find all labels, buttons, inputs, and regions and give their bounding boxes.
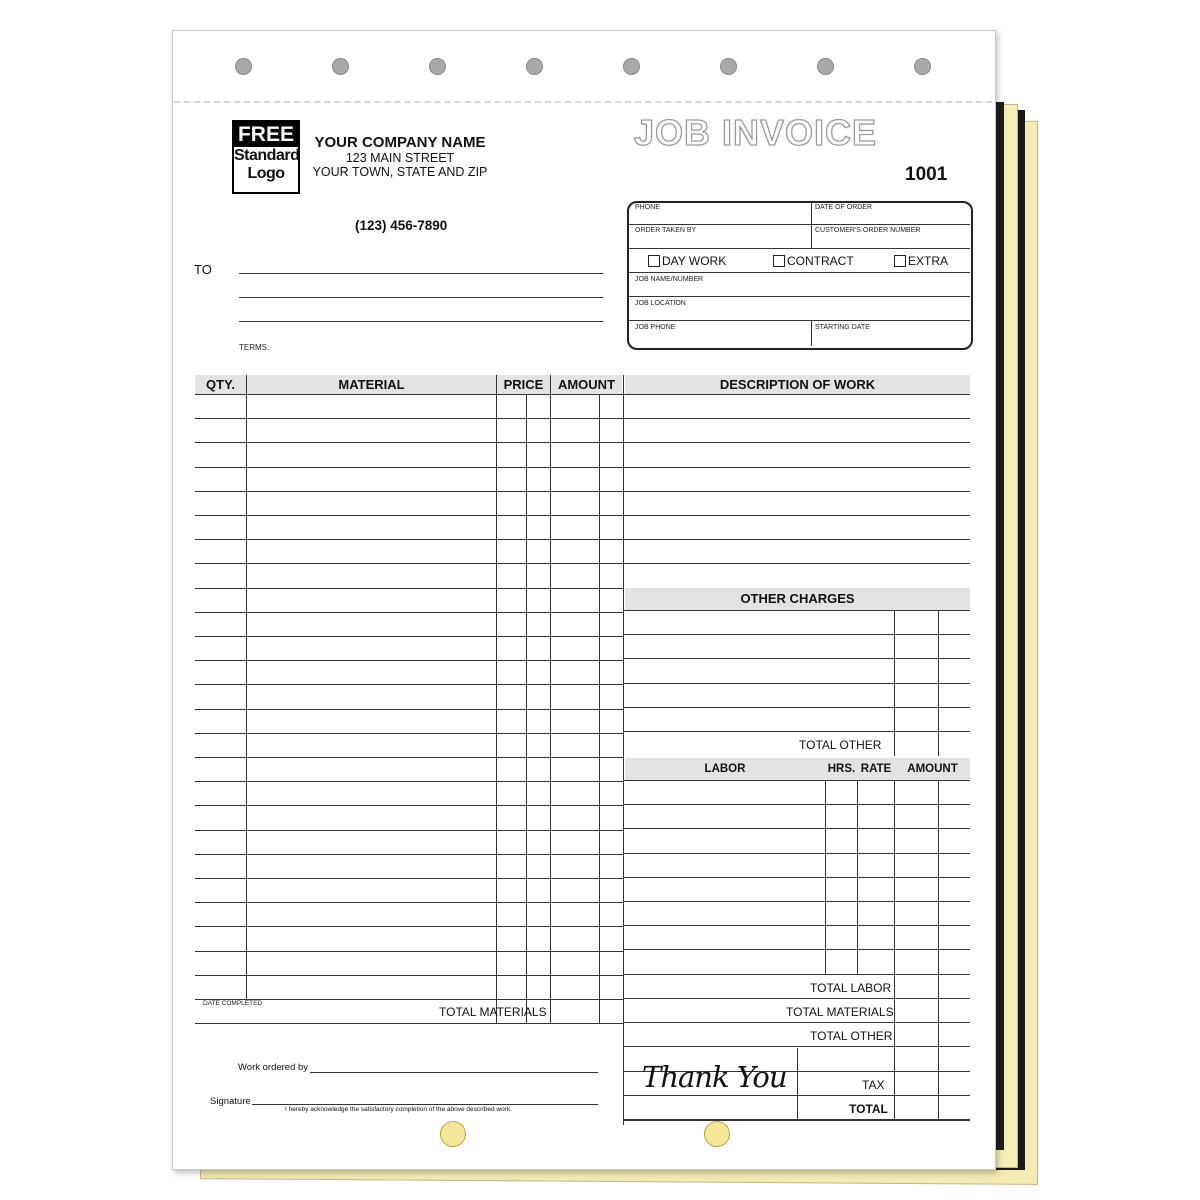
logo [232, 120, 300, 194]
row-rule [624, 828, 970, 829]
row-rule [624, 610, 970, 611]
column-rule [825, 758, 826, 974]
info-divider [628, 224, 970, 225]
row-rule [195, 442, 623, 443]
row-rule [624, 1022, 970, 1023]
row-rule [195, 660, 623, 661]
binding-hole [817, 58, 834, 75]
row-rule [195, 709, 623, 710]
info-divider [811, 321, 812, 346]
info-divider [628, 296, 970, 297]
column-rule [894, 610, 895, 756]
binding-hole [914, 58, 931, 75]
row-rule [195, 1023, 623, 1024]
row-rule [195, 951, 623, 952]
total-other-label: TOTAL OTHER [799, 738, 882, 752]
invoice-number: 1001 [905, 164, 948, 185]
row-rule [624, 467, 970, 468]
checkbox-box[interactable] [894, 255, 906, 267]
checkbox-box[interactable] [648, 255, 660, 267]
binding-hole [235, 58, 252, 75]
grand-total-materials-label: TOTAL MATERIALS [786, 1005, 894, 1019]
row-rule [624, 1120, 970, 1121]
extra-label: EXTRA [908, 254, 949, 268]
row-rule [624, 853, 970, 854]
amount-header: AMOUNT [557, 377, 616, 392]
customer-order-number-field[interactable]: CUSTOMER'S ORDER NUMBER [815, 227, 921, 234]
signature-label: Signature [210, 1096, 251, 1107]
material-header: MATERIAL [338, 377, 405, 392]
day-work-checkbox[interactable] [648, 254, 726, 268]
column-rule [894, 758, 895, 1120]
company-block [300, 134, 500, 179]
terms-label: TERMS: [239, 343, 270, 352]
day-work-label: DAY WORK [662, 254, 727, 268]
order-taken-by-field[interactable]: ORDER TAKEN BY [635, 227, 697, 234]
row-rule [624, 780, 970, 781]
total-label: TOTAL [849, 1102, 888, 1116]
phone-field[interactable]: PHONE [635, 204, 660, 211]
qty-header: QTY. [206, 377, 235, 392]
column-rule [938, 758, 939, 1120]
binding-hole [623, 58, 640, 75]
column-rule [857, 758, 858, 974]
hrs-header: HRS. [827, 763, 856, 775]
info-divider [811, 202, 812, 248]
row-rule [195, 467, 623, 468]
work-ordered-by-line[interactable] [310, 1072, 598, 1073]
acknowledgement-text: I hereby acknowledge the satisfactory completion of the above described work. [285, 1106, 512, 1113]
binding-hole [720, 58, 737, 75]
company-city: YOUR TOWN, STATE AND ZIP [312, 165, 488, 179]
row-rule [195, 926, 623, 927]
row-rule [195, 418, 623, 419]
labor-amount-header: AMOUNT [907, 763, 958, 775]
row-rule [624, 731, 970, 732]
total-labor-label: TOTAL LABOR [810, 981, 892, 995]
document-title: JOB INVOICE [634, 112, 878, 153]
row-rule [195, 975, 623, 976]
row-rule [195, 636, 623, 637]
row-rule [195, 539, 623, 540]
row-rule [195, 394, 623, 395]
checkbox-box[interactable] [773, 255, 785, 267]
column-rule [797, 1048, 798, 1120]
to-label: TO [194, 262, 212, 277]
row-rule [624, 539, 970, 540]
row-rule [195, 684, 623, 685]
row-rule [624, 563, 970, 564]
logo-free: FREE [234, 122, 298, 147]
bottom-hole [704, 1121, 730, 1147]
other-charges-header: OTHER CHARGES [740, 591, 855, 606]
column-rule [246, 375, 247, 999]
row-rule [624, 949, 970, 950]
thank-you-script: Thank You [642, 1060, 787, 1094]
company-street: 123 MAIN STREET [345, 151, 455, 165]
contract-label: CONTRACT [787, 254, 854, 268]
tax-label: TAX [862, 1078, 885, 1092]
row-rule [624, 901, 970, 902]
column-rule [623, 375, 624, 1125]
total-materials-label: TOTAL MATERIALS [439, 1005, 547, 1019]
signature-line[interactable] [252, 1104, 598, 1105]
date-completed-label[interactable]: DATE COMPLETED [203, 1000, 263, 1007]
row-rule [195, 563, 623, 564]
row-rule [624, 634, 970, 635]
row-rule [624, 683, 970, 684]
row-rule [195, 805, 623, 806]
perforation-line [174, 101, 992, 103]
row-rule [624, 998, 970, 999]
column-rule [599, 394, 600, 1023]
row-rule [195, 878, 623, 879]
row-rule [624, 804, 970, 805]
info-divider [628, 248, 970, 249]
row-rule [624, 925, 970, 926]
row-rule [624, 515, 970, 516]
column-rule [938, 610, 939, 756]
logo-standard: Standard [234, 147, 300, 164]
to-line-2[interactable] [239, 297, 603, 298]
grand-total-other-label: TOTAL OTHER [810, 1029, 893, 1043]
row-rule [624, 418, 970, 419]
row-rule [195, 854, 623, 855]
binding-hole [526, 58, 543, 75]
row-rule [195, 588, 623, 589]
company-name: YOUR COMPANY NAME [314, 134, 486, 151]
column-rule [526, 394, 527, 1023]
to-line-1[interactable] [239, 273, 603, 274]
company-phone: (123) 456-7890 [355, 218, 448, 233]
job-phone-field[interactable]: JOB PHONE [635, 324, 676, 331]
row-rule [195, 781, 623, 782]
row-rule [624, 394, 970, 395]
row-rule [195, 515, 623, 516]
price-header: PRICE [503, 377, 544, 392]
starting-date-field[interactable]: STARTING DATE [815, 324, 870, 331]
row-rule [624, 974, 970, 975]
row-rule [624, 877, 970, 878]
description-header: DESCRIPTION OF WORK [719, 377, 876, 392]
row-rule [624, 707, 970, 708]
row-rule [624, 658, 970, 659]
work-ordered-by-label: Work ordered by [238, 1062, 309, 1073]
row-rule [195, 733, 623, 734]
info-divider [628, 320, 970, 321]
row-rule [195, 612, 623, 613]
row-rule [195, 830, 623, 831]
labor-header: LABOR [704, 763, 746, 775]
bottom-hole [440, 1121, 466, 1147]
row-rule [195, 491, 623, 492]
contract-checkbox[interactable] [773, 254, 854, 268]
to-line-3[interactable] [239, 321, 603, 322]
info-divider [628, 272, 970, 273]
row-rule [195, 757, 623, 758]
job-location-field[interactable]: JOB LOCATION [635, 300, 686, 307]
binding-hole [332, 58, 349, 75]
row-rule [624, 491, 970, 492]
extra-checkbox[interactable] [894, 254, 948, 268]
row-rule [624, 1046, 970, 1047]
date-of-order-field[interactable]: DATE OF ORDER [815, 204, 873, 211]
rate-header: RATE [860, 763, 892, 775]
job-name-field[interactable]: JOB NAME/NUMBER [635, 276, 704, 283]
row-rule [624, 442, 970, 443]
column-rule [496, 375, 497, 1023]
row-rule [195, 902, 623, 903]
binding-hole [429, 58, 446, 75]
logo-logo: Logo [247, 165, 285, 182]
column-rule [550, 375, 551, 1023]
